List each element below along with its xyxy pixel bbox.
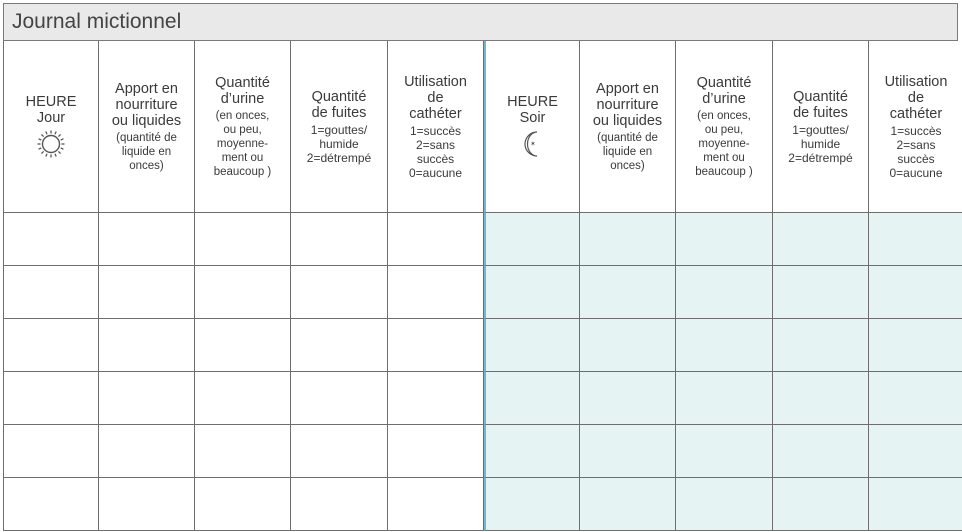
entry-cell[interactable] <box>99 425 195 478</box>
entry-cell[interactable] <box>580 372 676 425</box>
header-note: succès <box>416 151 455 166</box>
header-note: 2=détrempé <box>788 150 853 165</box>
header-note: 0=aucune <box>889 165 943 180</box>
entry-cell[interactable] <box>388 372 484 425</box>
header-note: (quantité de <box>116 131 177 144</box>
entry-cell[interactable] <box>580 213 676 266</box>
header-note: ou peu, <box>704 123 744 136</box>
entry-cell[interactable] <box>388 425 484 478</box>
header-label: cathéter <box>889 105 943 122</box>
header-note: onces) <box>129 159 164 172</box>
entry-cell[interactable] <box>3 372 99 425</box>
entry-cell[interactable] <box>484 213 580 266</box>
entry-cell[interactable] <box>484 372 580 425</box>
header-label: Quantité <box>696 74 752 91</box>
entry-cell[interactable] <box>869 478 962 531</box>
entry-cell[interactable] <box>869 319 962 372</box>
entry-cell[interactable] <box>3 478 99 531</box>
entry-cell[interactable] <box>676 319 773 372</box>
column-header <box>99 41 195 213</box>
entry-cell[interactable] <box>773 478 869 531</box>
header-note: moyenne- <box>698 137 750 150</box>
entry-cell[interactable] <box>484 266 580 319</box>
column-header <box>195 41 291 213</box>
page-title: Journal mictionnel <box>12 10 182 33</box>
header-label: Quantité <box>311 88 367 105</box>
header-label: cathéter <box>409 105 462 122</box>
header-note: ou peu, <box>223 123 262 136</box>
entry-cell[interactable] <box>580 425 676 478</box>
column-header <box>484 41 580 213</box>
moon-icon <box>520 129 546 159</box>
entry-cell[interactable] <box>3 319 99 372</box>
entry-cell[interactable] <box>195 425 291 478</box>
header-note: (en onces, <box>697 109 751 122</box>
entry-cell[interactable] <box>99 213 195 266</box>
header-note: liquide en <box>121 145 172 158</box>
header-label: Apport en <box>115 80 178 97</box>
header-note: beaucoup ) <box>213 165 272 178</box>
header-label: Utilisation <box>884 73 948 90</box>
entry-cell[interactable] <box>676 372 773 425</box>
column-header <box>869 41 962 213</box>
header-label: Utilisation <box>404 73 467 90</box>
entry-cell[interactable] <box>195 213 291 266</box>
header-label: de <box>907 89 925 106</box>
header-label: de <box>427 89 444 106</box>
header-note: (en onces, <box>215 109 270 122</box>
header-note: beaucoup ) <box>695 165 753 178</box>
entry-cell[interactable] <box>291 425 388 478</box>
header-label: de fuites <box>793 104 848 121</box>
header-label: Soir <box>519 110 546 126</box>
entry-cell[interactable] <box>580 319 676 372</box>
entry-cell[interactable] <box>291 266 388 319</box>
header-note: 0=aucune <box>408 165 463 180</box>
entry-cell[interactable] <box>484 478 580 531</box>
column-header <box>580 41 676 213</box>
entry-cell[interactable] <box>484 425 580 478</box>
sun-icon <box>36 129 66 159</box>
entry-cell[interactable] <box>773 372 869 425</box>
column-header <box>388 41 484 213</box>
header-label: Jour <box>36 110 66 126</box>
entry-cell[interactable] <box>388 266 484 319</box>
entry-cell[interactable] <box>99 266 195 319</box>
entry-cell[interactable] <box>869 372 962 425</box>
entry-cell[interactable] <box>291 372 388 425</box>
entry-cell[interactable] <box>773 319 869 372</box>
entry-cell[interactable] <box>773 266 869 319</box>
header-note: 2=détrempé <box>306 150 372 165</box>
entry-cell[interactable] <box>388 213 484 266</box>
header-label: d’urine <box>702 90 746 107</box>
column-header <box>291 41 388 213</box>
header-label: HEURE <box>25 94 77 110</box>
entry-cell[interactable] <box>869 213 962 266</box>
entry-cell[interactable] <box>580 478 676 531</box>
header-label: ou liquides <box>111 112 182 129</box>
title-bar <box>3 3 958 41</box>
header-label: Quantité <box>215 74 270 91</box>
header-label: de fuites <box>311 104 367 121</box>
entry-cell[interactable] <box>3 425 99 478</box>
entry-cell[interactable] <box>291 319 388 372</box>
svg-text:✶: ✶ <box>529 141 536 148</box>
entry-cell[interactable] <box>291 213 388 266</box>
header-note: ment ou <box>703 151 745 164</box>
header-label: Quantité <box>793 88 848 105</box>
entry-cell[interactable] <box>3 213 99 266</box>
entry-cell[interactable] <box>580 266 676 319</box>
entry-cell[interactable] <box>99 372 195 425</box>
entry-cell[interactable] <box>676 478 773 531</box>
column-header <box>676 41 773 213</box>
header-label: ou liquides <box>592 112 663 129</box>
header-label: nourriture <box>596 96 659 113</box>
header-note: 1=gouttes/ <box>792 122 849 137</box>
journal-sheet <box>3 3 958 528</box>
entry-cell[interactable] <box>388 478 484 531</box>
header-note: humide <box>319 136 359 151</box>
entry-cell[interactable] <box>676 213 773 266</box>
column-header <box>773 41 869 213</box>
entry-cell[interactable] <box>195 319 291 372</box>
entry-cell[interactable] <box>195 266 291 319</box>
header-note: (quantité de <box>597 131 658 144</box>
entry-cell[interactable] <box>869 425 962 478</box>
entry-cell[interactable] <box>99 478 195 531</box>
header-note: humide <box>800 136 841 151</box>
header-note: 1=succès <box>890 123 942 138</box>
header-note: moyenne- <box>216 137 269 150</box>
header-label: Apport en <box>596 80 659 97</box>
entry-cell[interactable] <box>773 213 869 266</box>
header-note: 2=sans <box>896 137 936 152</box>
entry-cell[interactable] <box>676 425 773 478</box>
header-note: 2=sans <box>415 137 456 152</box>
entry-cell[interactable] <box>195 372 291 425</box>
header-note: succès <box>897 151 935 166</box>
header-label: HEURE <box>507 94 558 110</box>
header-label: nourriture <box>115 96 178 113</box>
entry-cell[interactable] <box>676 266 773 319</box>
entry-cell[interactable] <box>99 319 195 372</box>
header-note: 1=gouttes/ <box>310 122 368 137</box>
entry-cell[interactable] <box>773 425 869 478</box>
header-label: d’urine <box>220 90 265 107</box>
entry-cell[interactable] <box>291 478 388 531</box>
entry-cell[interactable] <box>388 319 484 372</box>
entry-cell[interactable] <box>3 266 99 319</box>
column-header <box>3 41 99 213</box>
header-note: liquide en <box>602 145 653 158</box>
entry-cell[interactable] <box>869 266 962 319</box>
entry-cell[interactable] <box>195 478 291 531</box>
header-note: onces) <box>610 159 645 172</box>
header-note: 1=succès <box>409 123 462 138</box>
header-note: ment ou <box>221 151 264 164</box>
entry-cell[interactable] <box>484 319 580 372</box>
